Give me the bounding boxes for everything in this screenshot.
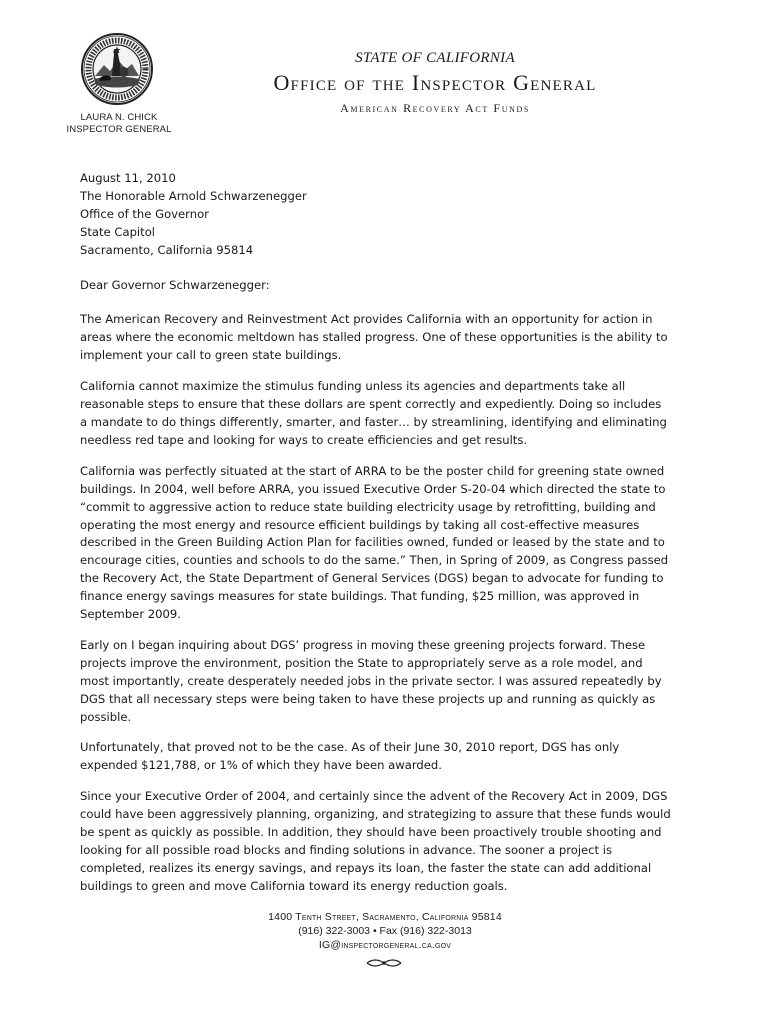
body-paragraph: Unfortunately, that proved not to be the case. As of their June 30, 2010 report, DGS has only expended $121,788, or 1% of which they have been awarded. (80, 740, 620, 773)
recipient-line: Sacramento, California 95814 (80, 242, 254, 257)
body-paragraph: California cannot maximize the stimulus funding unless its agencies and departments take all reasonable steps to ensure that these dollars are spent correctly and expediently. Doing so includes a mandate to do things differently, smarter, and faster… by streamlining, identifying and eliminating needless red tape and looking for ways to create efficiencies and get results. (80, 379, 667, 447)
recipient-line: Office of the Governor (80, 206, 209, 221)
recipient-line: The Honorable Arnold Schwarzenegger (80, 188, 307, 203)
official-block (40, 112, 198, 136)
state-name: STATE OF CALIFORNIA (355, 50, 515, 66)
official-name: LAURA N. CHICK (80, 112, 158, 123)
recipient-line: State Capitol (80, 224, 156, 239)
state-seal (80, 32, 154, 106)
footer-address: 1400 Tenth Street, Sacramento, California 95814 (268, 911, 502, 923)
body-paragraph: Early on I began inquiring about DGS’ progress in moving these greening projects forward. These projects improve the environment, position the State to appropriately serve as a role model, and most importantly, create desperately needed jobs in the private sector. I was assured repeatedly by DGS that all necessary steps were being taken to have these projects up and running as quickly as possible. (80, 637, 662, 724)
footer-phone-fax: (916) 322-3003 • Fax (916) 322-3013 (298, 924, 472, 937)
body-paragraph: The American Recovery and Reinvestment Act provides California with an opportunity for action in areas where the economic meltdown has stalled progress. One of these opportunities is the ability to implement your call to green state buildings. (80, 312, 668, 363)
letter-body (80, 170, 672, 909)
footer-ornament-icon (365, 956, 403, 970)
salutation: Dear Governor Schwarzenegger: (80, 277, 270, 292)
body-paragraph: Since your Executive Order of 2004, and certainly since the advent of the Recovery Act in 2009, DGS could have been aggressively planning, organizing, and strategizing to assure that these funds would be spent as quickly as possible. In addition, they should have been proactively trouble shooting and looking for all possible road blocks and finding solutions in advance. The sooner a project is completed, realizes its energy savings, and repays its loan, the faster the state can add additional buildings to green and move California toward its energy reduction goals. (80, 789, 671, 893)
program-name: American Recovery Act Funds (340, 101, 530, 115)
letter-date: August 11, 2010 (80, 171, 176, 185)
body-paragraph: California was perfectly situated at the start of ARRA to be the poster child for greening state owned buildings. In 2004, well before ARRA, you issued Executive Order S-20-04 which directed the state to “commit to aggressive action to reduce state building electricity usage by retrofitting, building and operating the most energy and resource efficient buildings by taking all cost-effective measures described in the Green Building Action Plan for facilities owned, funded or leased by the state and to encourage cities, counties and schools to do the same.” Then, in Spring of 2009, as Congress passed the Recovery Act, the State Department of General Services (DGS) began to advocate for funding to finance energy savings measures for state buildings. That funding, $25 million, was approved in September 2009. (80, 463, 669, 622)
footer-email: IG@inspectorgeneral.ca.gov (318, 938, 452, 951)
official-title: INSPECTOR GENERAL (66, 124, 172, 135)
letterhead (200, 48, 670, 116)
recipient-address (80, 188, 672, 260)
office-name: Office of the Inspector General (273, 70, 597, 95)
footer-contact (200, 911, 570, 952)
